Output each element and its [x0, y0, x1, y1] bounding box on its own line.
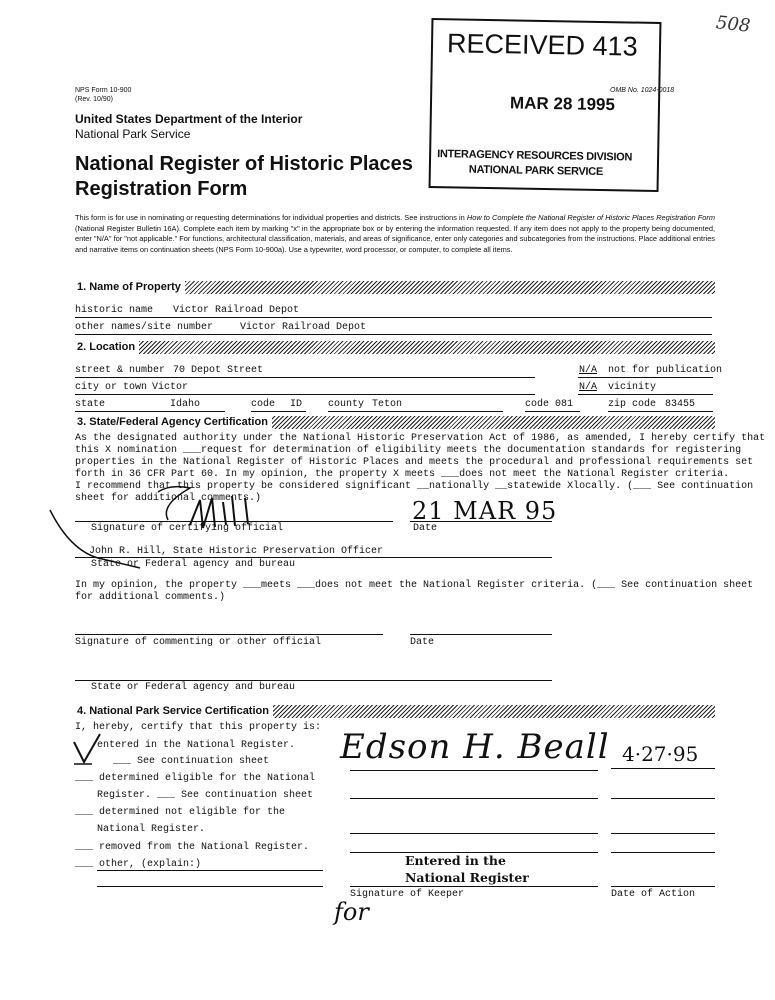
opinion-line-1: In my opinion, the property ___meets ___does not meet the National Register criteria. (___ See continuation sheet — [75, 580, 754, 591]
certification-date-line — [410, 521, 552, 522]
other-names-label: other names/site number — [75, 322, 214, 333]
received-stamp-date: MAR 28 1995 — [509, 93, 616, 115]
certification-line-4: forth in 36 CFR Part 60. In my opinion, the property X meets ___does not meet the National Register criteria. — [75, 469, 730, 480]
certification-line-2: this X nomination ___request for determination of eligibility meets the documentation standards for registering — [75, 445, 742, 456]
not-for-publication-value: N/A — [579, 365, 598, 376]
section-4-heading: 4. National Park Service Certification — [75, 705, 273, 718]
county-label: county — [328, 399, 365, 410]
other-explain-line-2 — [97, 886, 323, 887]
certification-line-3: properties in the National Register of Historic Places and meets the procedural and professional requirements set — [75, 457, 754, 468]
received-stamp-division: INTERAGENCY RESOURCES DIVISION — [437, 148, 633, 164]
zip-label: zip code — [608, 399, 657, 410]
section-2-heading: 2. Location — [75, 341, 139, 354]
nps-item-other: ___ other, (explain:) — [75, 859, 202, 870]
section-1-heading: 1. Name of Property — [75, 281, 185, 294]
not-for-publication-line — [578, 377, 713, 378]
county-code: code 081 — [525, 399, 574, 410]
street-value: 70 Depot Street — [173, 365, 264, 376]
historic-name-line — [75, 317, 712, 318]
vicinity-value: N/A — [579, 382, 598, 393]
other-names-value: Victor Railroad Depot — [240, 322, 367, 333]
vicinity-label: vicinity — [608, 382, 657, 393]
vicinity-line — [578, 394, 713, 395]
received-stamp-service: NATIONAL PARK SERVICE — [468, 163, 604, 179]
for-note: for — [334, 898, 369, 926]
city-value: Victor — [152, 382, 189, 393]
state-line — [75, 411, 225, 412]
street-label: street & number — [75, 365, 166, 376]
form-subtitle: Registration Form — [75, 178, 248, 200]
instructions-reference: How to Complete the National Register of Historic Places Registration Form — [466, 213, 715, 222]
form-revision: (Rev. 10/90) — [75, 96, 113, 103]
nps-intro: I, hereby, certify that this property is: — [75, 722, 322, 733]
not-for-publication-label: not for publication — [608, 365, 723, 376]
zip-line — [608, 411, 713, 412]
instructions-text: This form is for use in nominating or requesting determinations for individual properties and districts. See instructions in — [75, 213, 467, 222]
certifying-signature-label: Signature of certifying official — [91, 523, 284, 534]
official-name-line — [75, 557, 552, 558]
entered-stamp-line-1: Entered in the — [405, 853, 506, 868]
certification-line-6: sheet for additional comments.) — [75, 493, 262, 504]
keeper-signature-line — [350, 886, 598, 887]
historic-name-value: Victor Railroad Depot — [173, 305, 300, 316]
agency-bureau-label: State or Federal agency and bureau — [91, 559, 296, 570]
service-name: National Park Service — [75, 127, 191, 141]
nps-item-eligible-cont: Register. ___ See continuation sheet — [97, 790, 314, 801]
entered-stamp-line-2: National Register — [405, 870, 529, 885]
agency-bureau-2-line — [75, 680, 552, 681]
entered-register-stamp — [405, 852, 529, 886]
action-date-line-1 — [611, 768, 715, 769]
section-2-header — [75, 341, 715, 354]
state-label: state — [75, 399, 106, 410]
keeper-signature: Edson H. Beall — [340, 727, 610, 767]
nps-item-entered-continuation: ___ See continuation sheet — [113, 756, 270, 767]
other-explain-line — [97, 870, 323, 871]
omb-number: OMB No. 1024-0018 — [610, 87, 675, 94]
section-3-header — [75, 416, 715, 429]
date-of-action-label: Date of Action — [611, 889, 696, 900]
county-value: Teton — [372, 399, 403, 410]
instructions — [75, 213, 715, 255]
received-stamp-title: RECEIVED 413 — [446, 28, 638, 62]
nps-item-not-eligible: ___ determined not eligible for the — [75, 807, 286, 818]
other-names-line — [75, 334, 712, 335]
received-stamp — [429, 18, 662, 192]
form-title: National Register of Historic Places — [75, 153, 413, 175]
action-date-line-4 — [611, 852, 715, 853]
state-code-line — [251, 411, 306, 412]
agency-bureau-2-label: State or Federal agency and bureau — [91, 682, 296, 693]
certification-line-5: I recommend that this property be considered significant __nationally __statewide Xlocally. (___ See continuation — [75, 481, 754, 492]
city-label: city or town — [75, 382, 148, 393]
action-date-line-3 — [611, 833, 715, 834]
certification-line-1: As the designated authority under the National Historic Preservation Act of 1986, as amended, I hereby certify that — [75, 433, 766, 444]
keeper-line-1 — [350, 770, 598, 771]
certification-date-label: Date — [413, 523, 438, 534]
keeper-line-2 — [350, 798, 598, 799]
department-name: United States Department of the Interior — [75, 112, 303, 126]
action-date-line-2 — [611, 798, 715, 799]
section-3-heading: 3. State/Federal Agency Certification — [75, 416, 272, 429]
historic-name-label: historic name — [75, 305, 154, 316]
nps-item-entered: entered in the National Register. — [97, 740, 296, 751]
street-line — [75, 377, 535, 378]
commenting-signature-label: Signature of commenting or other official — [75, 637, 322, 648]
opinion-line-2: for additional comments.) — [75, 592, 226, 603]
commenting-date-label: Date — [410, 637, 435, 648]
date-of-action-line — [611, 886, 715, 887]
commenting-signature-line — [75, 634, 383, 635]
city-line — [75, 394, 535, 395]
state-code-value: ID — [290, 399, 303, 410]
nps-item-not-eligible-cont: National Register. — [97, 824, 206, 835]
instructions-text-cont: (National Register Bulletin 16A). Complete each item by marking "x" in the appropriate box or by entering the information requested. If any item does not apply to the property being documented, enter "N/A" for "not applicable." For functions, architectural classification, materials, and areas of significance, enter only categories and subcategories from the instructions. Place additional entries and narrative items on continuation sheets (NPS Form 10-900a). Use a typewriter, word processor, or computer, to complete all items. — [75, 223, 715, 254]
nps-item-eligible: ___ determined eligible for the National — [75, 773, 316, 784]
zip-value: 83455 — [665, 399, 696, 410]
keeper-line-3 — [350, 833, 598, 834]
action-date-handwritten: 4·27·95 — [622, 742, 699, 766]
county-line — [328, 411, 503, 412]
state-value: Idaho — [170, 399, 201, 410]
certifying-signature-line — [75, 521, 393, 522]
margin-note: 508 — [714, 12, 752, 37]
keeper-signature-label: Signature of Keeper — [350, 889, 465, 900]
certifying-official-name: John R. Hill, State Historic Preservation Officer — [89, 546, 384, 557]
section-1-header — [75, 281, 715, 294]
certification-date-handwritten: 21 MAR 95 — [412, 497, 558, 525]
commenting-date-line — [410, 634, 552, 635]
section-4-header — [75, 705, 715, 718]
nps-item-removed: ___ removed from the National Register. — [75, 842, 310, 853]
county-code-line — [525, 411, 580, 412]
form-number: NPS Form 10-900 — [75, 87, 132, 94]
state-code-label: code — [251, 399, 276, 410]
